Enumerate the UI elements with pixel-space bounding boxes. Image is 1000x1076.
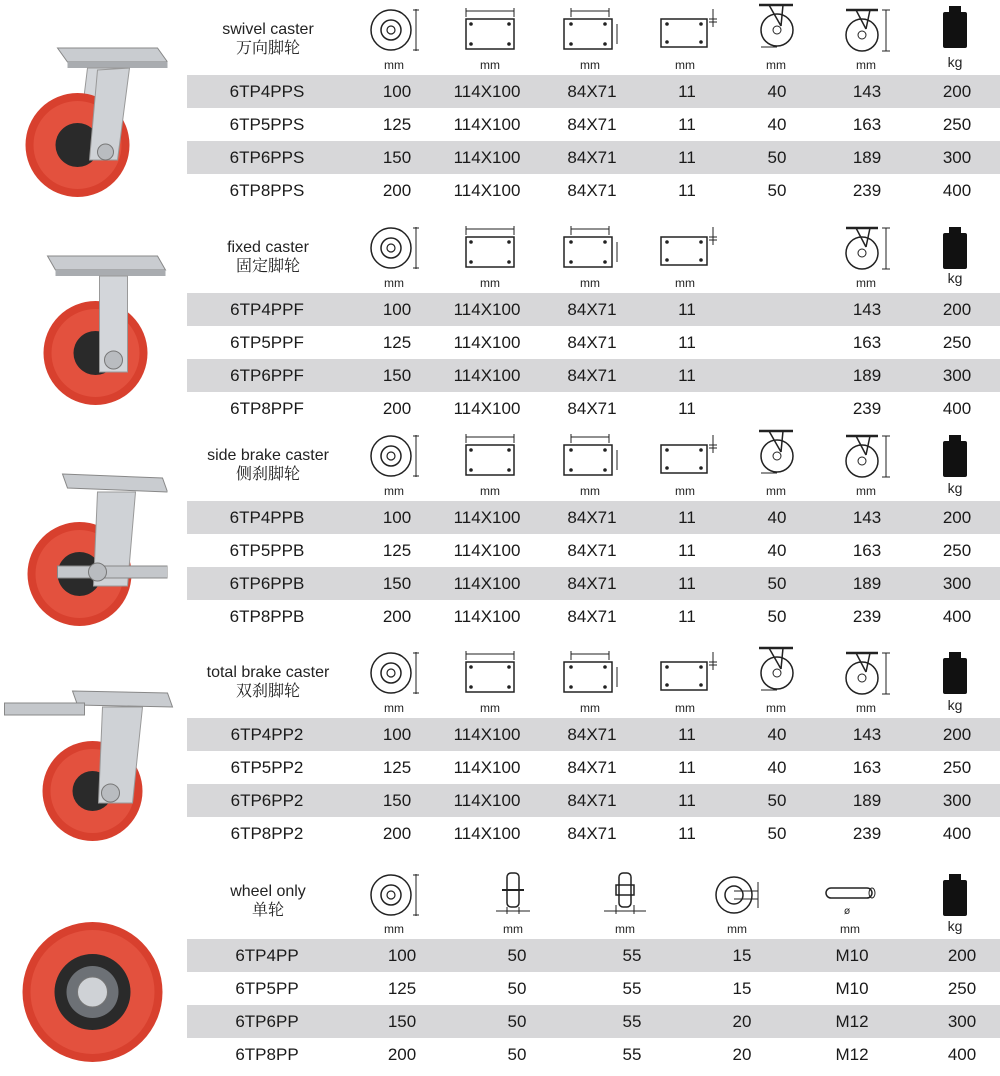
spec-cell: 50: [507, 946, 527, 965]
spec-cell: 11: [678, 541, 696, 560]
unit-label: kg: [947, 697, 963, 713]
spec-cell: 125: [382, 115, 412, 134]
spec-cell: 300: [942, 366, 972, 385]
spec-cell: 150: [382, 366, 412, 385]
model-cell: 6TP4PPS: [229, 82, 305, 101]
plate-size-icon: [460, 648, 520, 698]
wheel-diameter-icon: [365, 5, 423, 55]
spec-cell: 84X71: [567, 725, 617, 744]
spec-cell: 40: [767, 725, 787, 744]
unit-label: mm: [480, 58, 500, 72]
spec-cell: 125: [382, 541, 412, 560]
spec-cell: 84X71: [567, 791, 617, 810]
spec-cell: 11: [678, 366, 696, 385]
table-row: [187, 141, 1000, 174]
model-cell: 6TP6PP: [235, 1012, 299, 1031]
table-row: [187, 174, 1000, 207]
unit-label: mm: [615, 922, 635, 936]
table-row: [187, 600, 1000, 633]
model-cell: 6TP5PP: [235, 979, 299, 998]
spec-cell: 50: [767, 181, 787, 200]
model-cell: 6TP6PPF: [230, 366, 304, 385]
spec-cell: 50: [767, 824, 787, 843]
spec-cell: 239: [852, 181, 882, 200]
unit-label: mm: [766, 484, 786, 498]
spec-cell: 163: [852, 541, 882, 560]
table-row: [187, 817, 1000, 850]
unit-label: mm: [766, 58, 786, 72]
section-title: [188, 446, 348, 484]
spec-cell: 11: [678, 115, 696, 134]
spec-cell: 250: [942, 541, 972, 560]
spec-cell: 114X100: [453, 824, 521, 843]
load-weight-icon: [930, 870, 980, 920]
title-cn: 侧刹脚轮: [235, 466, 300, 483]
unit-label: mm: [503, 922, 523, 936]
spec-cell: 15: [732, 979, 752, 998]
section-title: [188, 663, 348, 701]
tread-width-icon: [488, 867, 538, 917]
unit-label: mm: [480, 701, 500, 715]
spec-cell: 189: [852, 791, 882, 810]
spec-cell: 300: [942, 574, 972, 593]
plate-size-icon: [460, 431, 520, 481]
section-total-brake-caster: [0, 643, 1000, 858]
spec-cell: 114X100: [453, 574, 521, 593]
spec-cell: 125: [382, 758, 412, 777]
total-brake-caster-photo: [0, 683, 185, 843]
title-cn: 单轮: [251, 902, 284, 919]
spec-cell: 400: [947, 1045, 977, 1064]
table-row: [187, 326, 1000, 359]
spec-cell: 55: [622, 979, 642, 998]
spec-cell: 163: [852, 758, 882, 777]
title-en: wheel only: [230, 883, 306, 900]
spec-cell: 250: [947, 979, 977, 998]
unit-label: kg: [947, 918, 963, 934]
spec-cell: 11: [678, 82, 696, 101]
spec-cell: 200: [382, 181, 412, 200]
spec-cell: 200: [942, 82, 972, 101]
unit-label: mm: [856, 276, 876, 290]
spec-cell: 114X100: [453, 541, 521, 560]
table-row: [187, 751, 1000, 784]
spec-cell: 100: [382, 508, 412, 527]
spec-cell: 100: [382, 725, 412, 744]
unit-label: mm: [856, 484, 876, 498]
spec-cell: 84X71: [567, 824, 617, 843]
spec-cell: 143: [852, 82, 882, 101]
spec-cell: 84X71: [567, 758, 617, 777]
spec-cell: 150: [382, 148, 412, 167]
swivel-caster-photo: [0, 40, 185, 200]
spec-cell: 239: [852, 607, 882, 626]
bolt-hole-spacing-icon: [560, 431, 620, 481]
unit-label: mm: [856, 701, 876, 715]
spec-cell: 11: [678, 607, 696, 626]
spec-cell: 40: [767, 508, 787, 527]
spec-cell: 300: [942, 148, 972, 167]
model-cell: 6TP5PPF: [230, 333, 304, 352]
unit-label: mm: [384, 922, 404, 936]
overall-height-icon: [842, 431, 892, 481]
spec-cell: 250: [942, 115, 972, 134]
spec-cell: 200: [947, 946, 977, 965]
unit-label: mm: [727, 922, 747, 936]
spec-cell: 11: [678, 758, 696, 777]
swivel-offset-icon: [751, 643, 801, 693]
wheel-only-photo: [0, 912, 185, 1072]
spec-cell: 84X71: [567, 366, 617, 385]
spec-cell: 55: [622, 1012, 642, 1031]
load-weight-icon: [930, 223, 980, 273]
spec-cell: 143: [852, 508, 882, 527]
spec-cell: 20: [732, 1045, 752, 1064]
model-cell: 6TP5PPB: [229, 541, 305, 560]
unit-label: mm: [580, 484, 600, 498]
model-cell: 6TP8PPF: [230, 399, 304, 418]
spec-cell: 84X71: [567, 300, 617, 319]
section-title: [188, 882, 348, 920]
spec-cell: 11: [678, 725, 696, 744]
spec-cell: 400: [942, 607, 972, 626]
table-row: [187, 972, 1000, 1005]
spec-cell: 55: [622, 1045, 642, 1064]
spec-cell: 200: [382, 399, 412, 418]
table-row: [187, 718, 1000, 751]
spec-cell: 114X100: [453, 758, 521, 777]
model-cell: 6TP8PPS: [229, 181, 305, 200]
wheel-diameter-icon: [365, 648, 423, 698]
spec-cell: 125: [382, 333, 412, 352]
model-cell: 6TP8PP2: [230, 824, 304, 843]
swivel-offset-icon: [751, 0, 801, 50]
plate-thickness-icon: [657, 431, 717, 481]
wheel-diameter-icon: [365, 223, 423, 273]
table-row: [187, 392, 1000, 425]
model-cell: 6TP6PPB: [229, 574, 305, 593]
swivel-offset-icon: [751, 426, 801, 476]
table-row: [187, 108, 1000, 141]
unit-label: mm: [580, 701, 600, 715]
spec-cell: 114X100: [453, 607, 521, 626]
spec-cell: 40: [767, 758, 787, 777]
spec-cell: 400: [942, 181, 972, 200]
table-row: [187, 359, 1000, 392]
fixed-caster-photo: [0, 248, 185, 408]
spec-cell: 150: [382, 574, 412, 593]
spec-cell: 20: [732, 1012, 752, 1031]
load-weight-icon: [930, 431, 980, 481]
unit-label: kg: [947, 480, 963, 496]
unit-label: mm: [766, 701, 786, 715]
spec-cell: 11: [678, 574, 696, 593]
table-row: [187, 534, 1000, 567]
title-en: side brake caster: [207, 447, 329, 464]
spec-cell: 114X100: [453, 725, 521, 744]
spec-cell: [732, 392, 822, 425]
unit-label: mm: [384, 484, 404, 498]
spec-cell: 50: [507, 1012, 527, 1031]
unit-label: mm: [675, 484, 695, 498]
spec-cell: 150: [387, 1012, 417, 1031]
spec-cell: 84X71: [567, 508, 617, 527]
unit-label: mm: [480, 484, 500, 498]
spec-cell: 50: [767, 148, 787, 167]
table-row: [187, 567, 1000, 600]
spec-cell: 84X71: [567, 607, 617, 626]
spec-cell: 189: [852, 366, 882, 385]
spec-cell: 114X100: [453, 115, 521, 134]
spec-cell: 114X100: [453, 366, 521, 385]
spec-cell: 143: [852, 725, 882, 744]
spec-cell: 114X100: [453, 399, 521, 418]
table-row: [187, 1005, 1000, 1038]
spec-cell: M12: [835, 1045, 869, 1064]
plate-size-icon: [460, 5, 520, 55]
spec-cell: 11: [678, 300, 696, 319]
spec-cell: 11: [678, 824, 696, 843]
spec-cell: 50: [767, 607, 787, 626]
spec-cell: 11: [678, 508, 696, 527]
spec-cell: 84X71: [567, 541, 617, 560]
model-cell: 6TP8PPB: [229, 607, 305, 626]
unit-label: mm: [384, 701, 404, 715]
spec-cell: 84X71: [567, 333, 617, 352]
spec-cell: 114X100: [453, 148, 521, 167]
spec-cell: 114X100: [453, 508, 521, 527]
spec-cell: 50: [767, 574, 787, 593]
overall-height-icon: [842, 648, 892, 698]
model-cell: 6TP4PPB: [229, 508, 305, 527]
spec-cell: [732, 326, 822, 359]
plate-thickness-icon: [657, 648, 717, 698]
unit-label: mm: [480, 276, 500, 290]
spec-cell: 50: [507, 1045, 527, 1064]
section-fixed-caster: [0, 218, 1000, 428]
table-row: [187, 293, 1000, 326]
spec-cell: 200: [387, 1045, 417, 1064]
spec-cell: 114X100: [453, 82, 521, 101]
plate-thickness-icon: [657, 223, 717, 273]
spec-cell: 150: [382, 791, 412, 810]
spec-cell: [732, 359, 822, 392]
section-title: [188, 238, 348, 276]
table-row: [187, 1038, 1000, 1071]
spec-cell: 200: [942, 300, 972, 319]
spec-cell: 84X71: [567, 148, 617, 167]
model-cell: 6TP4PP: [235, 946, 299, 965]
spec-cell: 200: [942, 508, 972, 527]
spec-cell: 114X100: [453, 791, 521, 810]
spec-cell: 114X100: [453, 300, 521, 319]
model-cell: 6TP8PP: [235, 1045, 299, 1064]
bore-diameter-icon: [712, 870, 762, 920]
spec-cell: 84X71: [567, 115, 617, 134]
load-weight-icon: [930, 2, 980, 52]
unit-label: mm: [580, 58, 600, 72]
spec-cell: M10: [835, 946, 869, 965]
spec-cell: [732, 293, 822, 326]
table-row: [187, 939, 1000, 972]
spec-cell: 400: [942, 824, 972, 843]
section-swivel-caster: [0, 0, 1000, 215]
bolt-hole-spacing-icon: [560, 648, 620, 698]
spec-cell: 40: [767, 541, 787, 560]
spec-cell: 11: [678, 181, 696, 200]
spec-cell: 40: [767, 82, 787, 101]
spec-cell: M10: [835, 979, 869, 998]
title-en: total brake caster: [206, 664, 330, 681]
unit-label: mm: [384, 276, 404, 290]
unit-label: mm: [675, 58, 695, 72]
axle-icon: [820, 870, 880, 920]
wheel-diameter-icon: [365, 870, 423, 920]
title-cn: 万向脚轮: [235, 40, 300, 57]
spec-cell: 55: [622, 946, 642, 965]
spec-cell: 11: [678, 791, 696, 810]
hub-length-icon: [600, 867, 650, 917]
title-en: fixed caster: [227, 239, 309, 256]
spec-cell: 15: [732, 946, 752, 965]
spec-cell: 84X71: [567, 399, 617, 418]
spec-cell: 300: [942, 791, 972, 810]
spec-cell: 11: [678, 333, 696, 352]
spec-cell: 189: [852, 148, 882, 167]
title-cn: 固定脚轮: [235, 258, 300, 275]
title-cn: 双刹脚轮: [235, 683, 300, 700]
spec-cell: 11: [678, 399, 696, 418]
model-cell: 6TP4PP2: [230, 725, 304, 744]
load-weight-icon: [930, 648, 980, 698]
unit-label: mm: [856, 58, 876, 72]
unit-label: mm: [384, 58, 404, 72]
spec-cell: 163: [852, 115, 882, 134]
spec-cell: 114X100: [453, 333, 521, 352]
model-cell: 6TP6PP2: [230, 791, 304, 810]
plate-size-icon: [460, 223, 520, 273]
unit-label: mm: [675, 276, 695, 290]
spec-cell: 40: [767, 115, 787, 134]
unit-label: mm: [840, 922, 860, 936]
spec-cell: 300: [947, 1012, 977, 1031]
wheel-diameter-icon: [365, 431, 423, 481]
overall-height-icon: [842, 223, 892, 273]
spec-cell: 200: [382, 607, 412, 626]
spec-cell: 100: [387, 946, 417, 965]
table-row: [187, 75, 1000, 108]
spec-cell: 163: [852, 333, 882, 352]
overall-height-icon: [842, 5, 892, 55]
spec-cell: 125: [387, 979, 417, 998]
spec-cell: 100: [382, 300, 412, 319]
spec-cell: 400: [942, 399, 972, 418]
spec-cell: 189: [852, 574, 882, 593]
spec-cell: 250: [942, 758, 972, 777]
model-cell: 6TP5PP2: [230, 758, 304, 777]
model-cell: 6TP5PPS: [229, 115, 305, 134]
spec-cell: 84X71: [567, 574, 617, 593]
spec-cell: 239: [852, 399, 882, 418]
unit-label: kg: [947, 270, 963, 286]
model-cell: 6TP6PPS: [229, 148, 305, 167]
title-en: swivel caster: [222, 21, 314, 38]
spec-cell: 143: [852, 300, 882, 319]
spec-cell: 250: [942, 333, 972, 352]
spec-cell: 100: [382, 82, 412, 101]
spec-cell: 239: [852, 824, 882, 843]
section-wheel-only: [0, 862, 1000, 1076]
side-brake-caster-photo: [0, 466, 185, 626]
spec-cell: 84X71: [567, 82, 617, 101]
spec-cell: M12: [835, 1012, 869, 1031]
unit-label: mm: [675, 701, 695, 715]
plate-thickness-icon: [657, 5, 717, 55]
table-row: [187, 784, 1000, 817]
section-side-brake-caster: [0, 426, 1000, 641]
spec-cell: 11: [678, 148, 696, 167]
spec-cell: 200: [382, 824, 412, 843]
unit-label: mm: [580, 276, 600, 290]
section-title: [188, 20, 348, 58]
spec-cell: 50: [507, 979, 527, 998]
bolt-hole-spacing-icon: [560, 5, 620, 55]
unit-label: kg: [947, 54, 963, 70]
model-cell: 6TP4PPF: [230, 300, 304, 319]
spec-cell: 84X71: [567, 181, 617, 200]
table-row: [187, 501, 1000, 534]
bolt-hole-spacing-icon: [560, 223, 620, 273]
spec-cell: 50: [767, 791, 787, 810]
spec-cell: 200: [942, 725, 972, 744]
spec-cell: 114X100: [453, 181, 521, 200]
